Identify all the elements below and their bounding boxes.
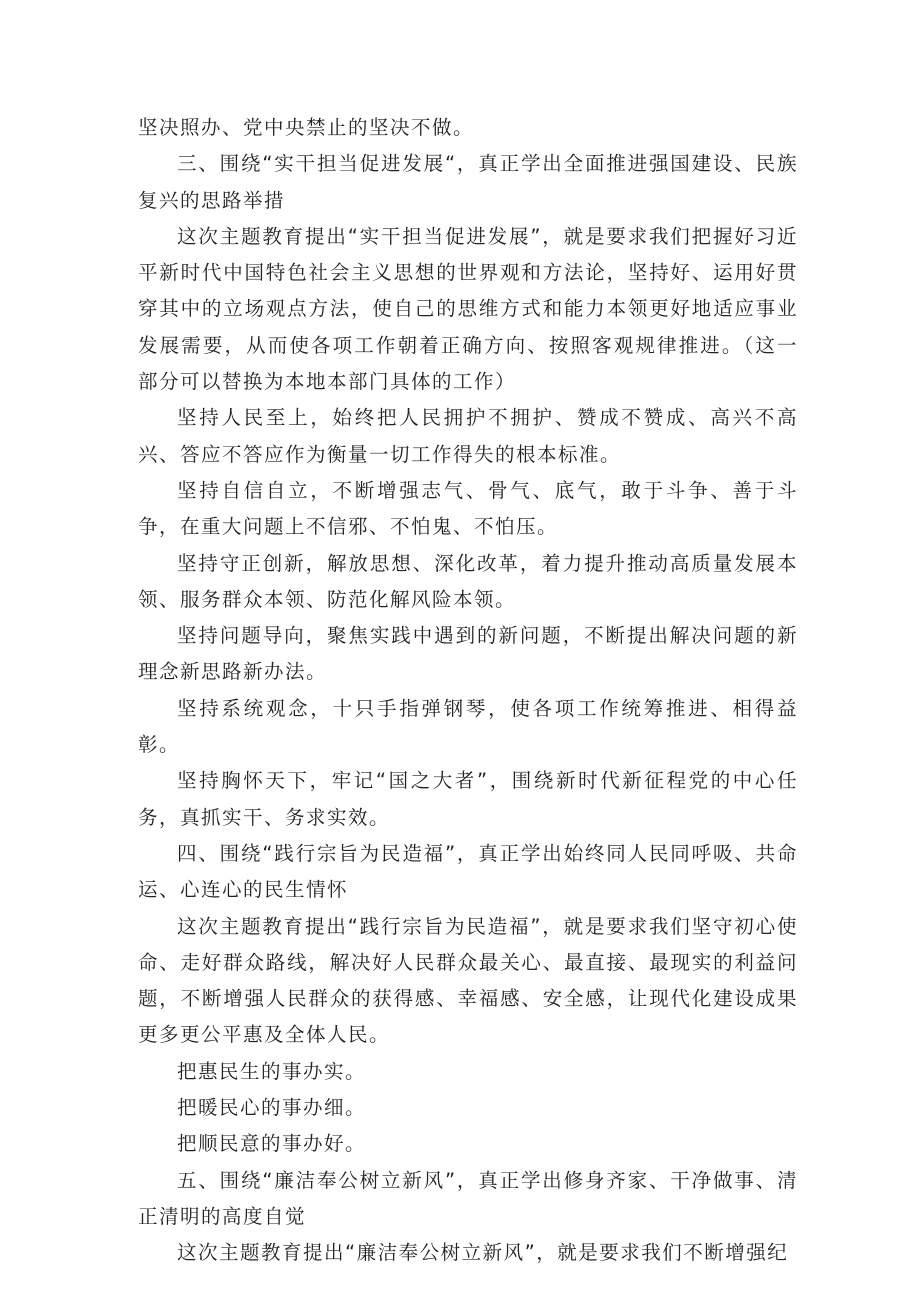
paragraph: 这次主题教育提出“实干担当促进发展”，就是要求我们把握好习近平新时代中国特色社会主义思想的世界观和方法论，坚持好、运用好贯穿其中的立场观点方法，使自己的思维方式和能力本领更好地适应事业发展需要，从而使各项工作朝着正确方向、按照客观规律推进。（这一部分可以替换为本地本部门具体的工作） xyxy=(138,224,798,394)
list-item: 坚持问题导向，聚焦实践中遇到的新问题，不断提出解决问题的新理念新思路新办法。 xyxy=(138,624,798,684)
list-item: 坚持胸怀天下，牢记“国之大者”，围绕新时代新征程党的中心任务，真抓实干、务求实效。 xyxy=(138,769,798,829)
paragraph-continuation: 坚决照办、党中央禁止的坚决不做。 xyxy=(138,116,475,139)
list-item: 坚持系统观念，十只手指弹钢琴，使各项工作统筹推进、相得益彰。 xyxy=(138,696,798,757)
list-item: 把惠民生的事办实。 xyxy=(177,1059,367,1083)
section-heading-4: 四、围绕“践行宗旨为民造福”，真正学出始终同人民同呼吸、共命运、心连心的民生情怀 xyxy=(138,841,798,902)
paragraph-truncated: 这次主题教育提出“廉洁奉公树立新风”，就是要求我们不断增强纪 xyxy=(177,1241,789,1265)
document-body xyxy=(138,110,798,1272)
list-item: 把暖民心的事办细。 xyxy=(177,1096,367,1120)
paragraph: 这次主题教育提出“践行宗旨为民造福”，就是要求我们坚守初心使命、走好群众路线，解决好人民群众最关心、最直接、最现实的利益问题，不断增强人民群众的获得感、幸福感、安全感，让现代化建设成果更多更公平惠及全体人民。 xyxy=(138,914,798,1047)
section-heading-3: 三、围绕“实干担当促进发展“，真正学出全面推进强国建设、民族复兴的思路举措 xyxy=(138,152,798,212)
section-heading-5: 五、围绕“廉洁奉公树立新风”，真正学出修身齐家、干净做事、清正清明的高度自觉 xyxy=(138,1168,798,1228)
list-item: 坚持人民至上，始终把人民拥护不拥护、赞成不赞成、高兴不高兴、答应不答应作为衡量一切工作得失的根本标准。 xyxy=(138,406,798,466)
list-item: 把顺民意的事办好。 xyxy=(177,1132,367,1156)
list-item: 坚持守正创新，解放思想、深化改革，着力提升推动高质量发展本领、服务群众本领、防范化解风险本领。 xyxy=(138,551,798,611)
list-item: 坚持自信自立，不断增强志气、骨气、底气，敢于斗争、善于斗争，在重大问题上不信邪、不怕鬼、不怕压。 xyxy=(138,478,798,539)
